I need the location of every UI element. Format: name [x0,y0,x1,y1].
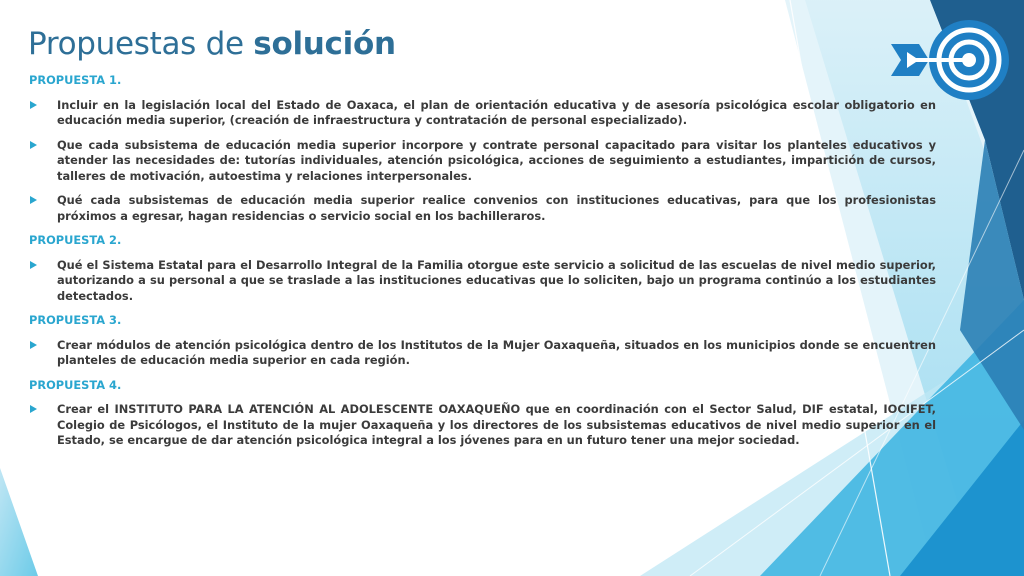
triangle-bullet-icon [30,101,37,109]
triangle-bullet-icon [30,141,37,149]
proposal-bullet: Qué el Sistema Estatal para el Desarrollo Integral de la Familia otorgue este servicio a solicitud de las escuelas de nivel medio superior, autorizando a su personal a que se traslade a las instituciones educativas que lo soliciten, bajo un programa continúo a los estudiantes detectados. [29,258,936,305]
triangle-bullet-icon [30,405,37,413]
proposal-section [29,313,936,369]
proposals-content [29,73,936,458]
proposal-heading: PROPUESTA 3. [29,313,122,327]
page-title: Propuestas de solución [28,26,396,62]
proposal-bullet: Crear módulos de atención psicológica dentro de los Institutos de la Mujer Oaxaqueña, situados en los municipios donde se encuentren planteles de educación media superior en cada región. [29,338,936,369]
proposal-bullet: Que cada subsistema de educación media superior incorpore y contrate personal capacitado para visitar los planteles educativos y atender las necesidades de: tutorías individuales, atención psicológica, acciones de seguimiento a estudiantes, impartición de cursos, talleres de motivación, autoestima y relaciones interpersonales. [29,138,936,185]
proposal-bullet: Qué cada subsistemas de educación media superior realice convenios con instituciones educativas, para que los profesionistas próximos a egresar, hagan residencias o servicio social en los bachilleraros. [29,193,936,224]
triangle-bullet-icon [30,196,37,204]
proposal-section [29,233,936,304]
proposal-bullet: Incluir en la legislación local del Estado de Oaxaca, el plan de orientación educativa y de asesoría psicológica escolar obligatorio en educación media superior, (creación de infraestructura y contratación de personal especializado). [29,98,936,129]
proposal-heading: PROPUESTA 4. [29,377,122,392]
triangle-bullet-icon [30,261,37,269]
left-facet [0,468,38,576]
proposal-heading: PROPUESTA 2. [29,233,122,247]
proposal-heading: PROPUESTA 1. [29,73,122,87]
proposal-section [29,378,936,449]
proposal-bullet: Crear el INSTITUTO PARA LA ATENCIÓN AL ADOLESCENTE OAXAQUEÑO que en coordinación con el Sector Salud, DIF estatal, IOCIFET, Colegio de Psicólogos, el Instituto de la mujer Oaxaqueña y los directores de los subsistemas educativos de nivel medio superior en el Estado, se encargue de dar atención psicológica integral a los jóvenes para en un futuro tener una mejor sociedad. [29,402,936,449]
proposal-section [29,73,936,224]
triangle-bullet-icon [30,341,37,349]
